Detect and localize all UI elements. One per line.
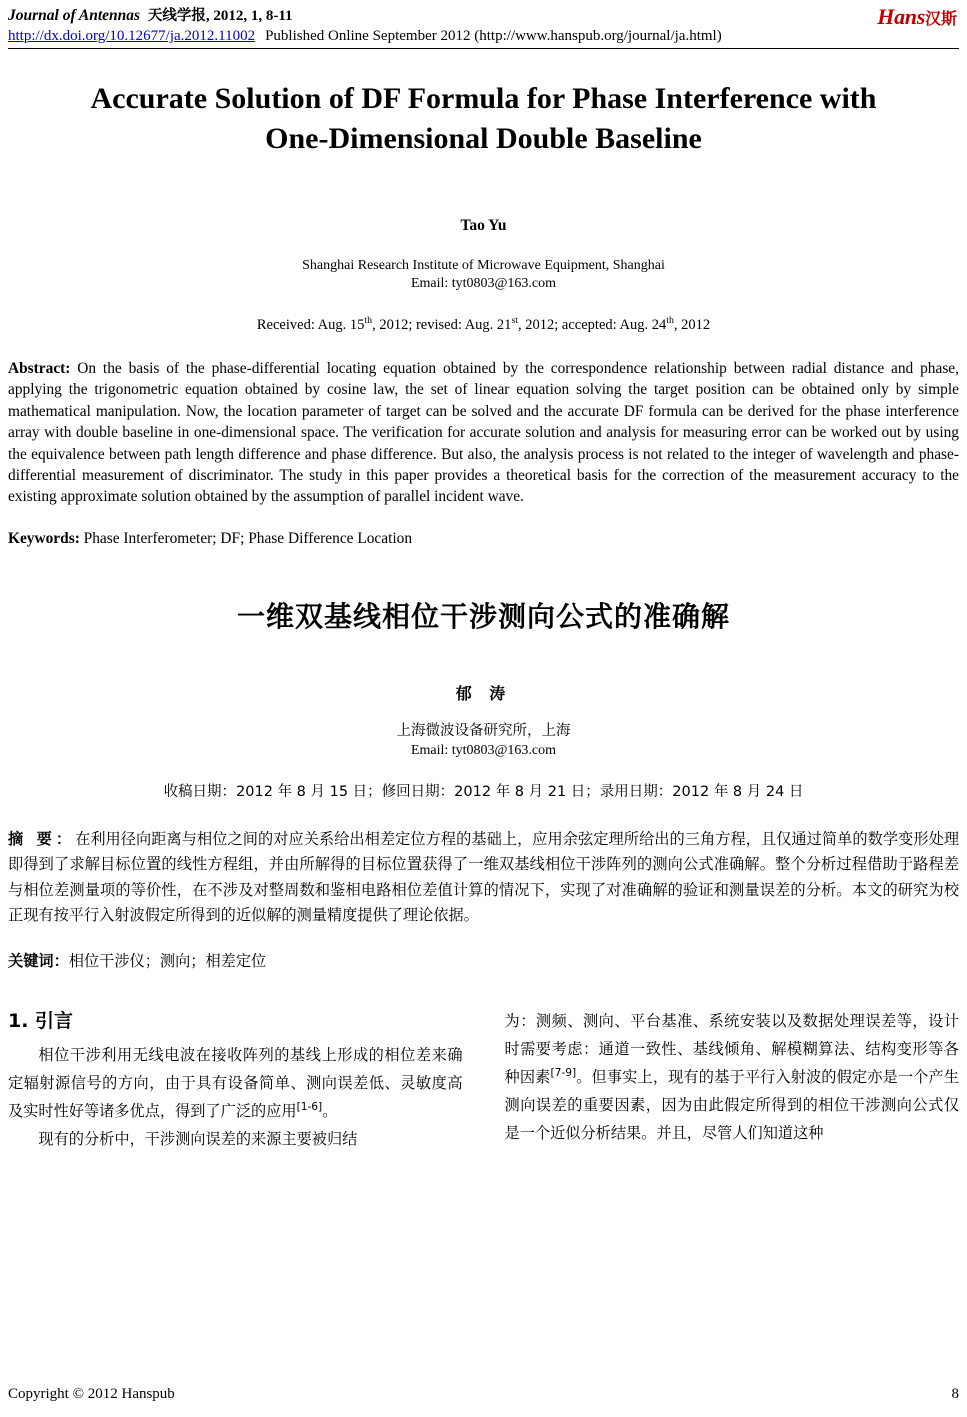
paper-title-cn: 一维双基线相位干涉测向公式的准确解 [236, 599, 730, 633]
page-content [0, 6, 967, 1153]
abstract-en [8, 358, 959, 508]
abstract-en-text: On the basis of the phase-differential locating equation obtained by the correspondence relationship between radial distance and phase, applying the trigonometric equation obtained by cosine law, the set of linear equation solving the target position can be obtained only by simple mathematical manipulation. Now, the location parameter of target can be solved and the accurate DF formula can be derived for the phase interference array with double baseline in one-dimensional space. The verification for accurate solution and analysis for measuring error can be worked out by using the equivalence between path length difference and phase difference. But also, the analysis process is not related to the integer of wavelength and phase-differential measurement of discriminator. The study in this paper provides a theoretical basis for the correction of the measurement accuracy to the existing approximate solution obtained by the assumption of parallel incident wave. [8, 360, 959, 506]
affiliation-cn [8, 722, 959, 760]
author-name-cn: 郁 涛 [455, 683, 512, 703]
publisher-logo-latin: Hans [877, 4, 925, 29]
date-received-sup: th [364, 315, 373, 327]
paragraph-right-1-text-b: 。但事实上，现有的基于平行入射波的假定亦是一个产生测向误差的重要因素，因为由此假定所得到的相位干涉测向公式仅是一个近似分析结果。并且，尽管人们知道这种 [504, 1067, 960, 1142]
keywords-cn-text: 相位干涉仪；测向；相差定位 [68, 951, 267, 970]
page-header [8, 6, 959, 49]
author-name-en: Tao Yu [460, 217, 507, 234]
abstract-cn-label: 摘 要： [8, 829, 76, 848]
published-online-text: Published Online September 2012 (http://www.hanspub.org/journal/ja.html) [265, 28, 722, 44]
page-footer [8, 1386, 959, 1403]
body-column-right [505, 1007, 960, 1153]
abstract-en-label: Abstract: [8, 360, 71, 377]
date-year: , 2012 [673, 317, 711, 333]
paper-title-en-line1: Accurate Solution of DF Formula for Phase Interference with [90, 82, 877, 115]
body-columns [8, 1007, 959, 1153]
page-number: 8 [951, 1386, 959, 1402]
keywords-en-text: Phase Interferometer; DF; Phase Difference Location [79, 529, 413, 547]
abstract-cn-text: 在利用径向距离与相位之间的对应关系给出相差定位方程的基础上，应用余弦定理所给出的三角方程，且仅通过简单的数学变形处理即得到了求解目标位置的线性方程组，并由所解得的目标位置获得了一维双基线相位干涉阵列的测向公式准确解。整个分析过程借助于路程差与相位差测量项的等价性，在不涉及对整周数和鉴相电路相位差值计算的情况下，实现了对准确解的验证和测量误差的分析。本文的研究为校正现有按平行入射波假定所得到的近似解的测量精度提供了理论依据。 [8, 829, 960, 925]
journal-name-en: Journal of Antennas [8, 7, 141, 24]
date-revised-label: , 2012; revised: Aug. 21 [372, 317, 512, 333]
paragraph-right-1-text-a: 为：测频、测向、平台基准、系统安装以及数据处理误差等，设计时需要考虑：通道一致性、基线倾角、解模糊算法、结构变形等各种因素 [504, 1011, 959, 1086]
citation-ref-1-6: [1-6] [296, 1099, 323, 1113]
paper-title-en-line2: One-Dimensional Double Baseline [265, 122, 702, 155]
body-column-left [8, 1007, 463, 1153]
publisher-logo [877, 4, 957, 30]
submission-dates-en [8, 317, 959, 334]
author-email-cn: Email: tyt0803@163.com [410, 742, 557, 758]
keywords-en-label: Keywords: [8, 529, 80, 547]
submission-dates-cn: 收稿日期：2012 年 8 月 15 日；修回日期：2012 年 8 月 21 日；录用日期：2012 年 8 月 24 日 [163, 783, 804, 800]
header-doi-line [8, 26, 959, 46]
journal-name-cn: 天线学报 [147, 8, 206, 24]
keywords-cn-label: 关键词： [8, 951, 69, 970]
date-received-label: Received: Aug. 15 [256, 317, 365, 333]
affiliation-cn-text: 上海微波设备研究所，上海 [396, 722, 571, 739]
publisher-logo-cn: 汉斯 [924, 9, 957, 28]
paragraph-left-2: 现有的分析中，干涉测向误差的来源主要被归结 [38, 1129, 358, 1148]
citation-ref-7-9: [7-9] [550, 1065, 577, 1079]
affiliation-en [8, 257, 959, 293]
paragraph-left-1 [8, 1041, 463, 1125]
journal-issue: , 2012, 1, 8-11 [205, 8, 293, 24]
doi-link[interactable]: http://dx.doi.org/10.12677/ja.2012.11002 [8, 28, 256, 44]
section-heading-introduction: 1. 引言 [8, 1009, 74, 1032]
affiliation-en-text: Shanghai Research Institute of Microwave Equipment, Shanghai [302, 258, 665, 273]
paragraph-left-1-end: 。 [322, 1101, 338, 1120]
keywords-en [8, 528, 959, 549]
date-revised-sup: st [511, 315, 519, 327]
header-journal-line [8, 6, 959, 26]
abstract-cn [8, 827, 959, 929]
date-accepted-label: , 2012; accepted: Aug. 24 [518, 317, 667, 333]
copyright-text: Copyright © 2012 Hanspub [8, 1386, 175, 1402]
paper-title-en [36, 79, 931, 159]
paragraph-left-1-text: 相位干涉利用无线电波在接收阵列的基线上形成的相位差来确定辐射源信号的方向，由于具有设备简单、测向误差低、灵敏度高及实时性好等诸多优点，得到了广泛的应用 [8, 1045, 463, 1120]
date-accepted-sup: th [666, 315, 674, 327]
paragraph-right-1 [505, 1007, 960, 1147]
author-email-en: Email: tyt0803@163.com [410, 276, 557, 291]
keywords-cn [8, 949, 959, 973]
